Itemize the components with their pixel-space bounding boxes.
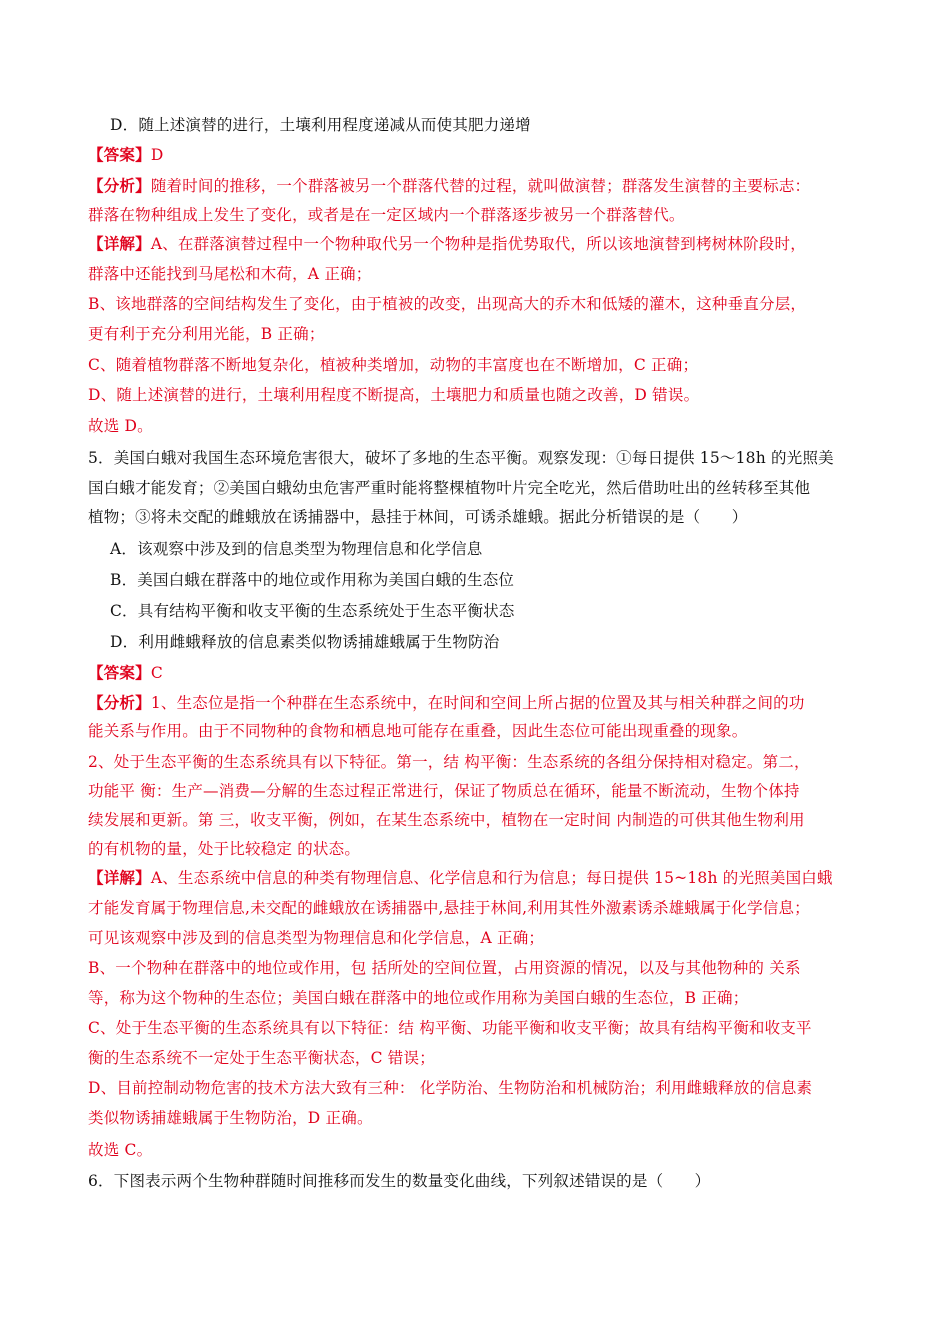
q5-answer (88, 663, 163, 683)
q5-analysis-line-5: 续发展和更新。第 三，收支平衡，例如，在某生态系统中，植物在一定时间 内制造的可供其他生物利用 (88, 811, 805, 829)
q4-option-d: D．随上述演替的进行，土壤利用程度递减从而使其肥力递增 (110, 116, 531, 134)
q5-option-c: C．具有结构平衡和收支平衡的生态系统处于生态平衡状态 (110, 602, 515, 620)
q4-detail-tag: 【详解】 (88, 234, 151, 253)
q5-analysis-line-4: 功能平 衡：生产—消费—分解的生态过程正常进行，保证了物质总在循环，能量不断流动，生物个体持 (88, 782, 800, 800)
q4-detail-line-5: C、随着植物群落不断地复杂化，植被种类增加，动物的丰富度也在不断增加，C 正确； (88, 356, 699, 374)
q5-detail-line-7: 衡的生态系统不一定处于生态平衡状态，C 错误； (88, 1049, 435, 1067)
q5-detail-line-8: D、目前控制动物危害的技术方法大致有三种： 化学防治、生物防治和机械防治；利用雌蛾释放的信息素 (88, 1079, 813, 1097)
q5-detail-line-4: B、一个物种在群落中的地位或作用，包 括所处的空间位置，占用资源的情况，以及与其他物种的 关系 (88, 959, 801, 977)
q5-detail-line-1 (88, 868, 833, 888)
q5-answer-value: C (150, 664, 163, 682)
q5-option-d: D．利用雌蛾释放的信息素类似物诱捕雄蛾属于生物防治 (110, 633, 500, 651)
q5-stem-line-3: 植物；③将未交配的雌蛾放在诱捕器中，悬挂于林间，可诱杀雄蛾。据此分析错误的是（ ） (88, 508, 748, 526)
q4-analysis-tag: 【分析】 (88, 176, 151, 195)
q4-detail-line-3: B、该地群落的空间结构发生了变化，由于植被的改变，出现高大的乔木和低矮的灌木，这种垂直分层， (88, 295, 807, 313)
q5-conclusion: 故选 C。 (88, 1141, 153, 1159)
q4-detail-line-1 (88, 234, 806, 254)
q5-analysis-line-6: 的有机物的量，处于比较稳定 的状态。 (88, 840, 361, 858)
q5-analysis-text-1: 1、生态位是指一个种群在生态系统中，在时间和空间上所占据的位置及其与相关种群之间的功 (150, 694, 805, 712)
q4-answer (88, 145, 163, 165)
q5-detail-line-3: 可见该观察中涉及到的信息类型为物理信息和化学信息，A 正确； (88, 929, 545, 947)
q4-answer-tag: 【答案】 (88, 145, 151, 164)
q4-analysis-line-2: 群落在物种组成上发生了变化，或者是在一定区域内一个群落逐步被另一个群落替代。 (88, 206, 685, 224)
q4-analysis-line-1 (88, 176, 810, 196)
q6-stem: 6．下图表示两个生物种群随时间推移而发生的数量变化曲线，下列叙述错误的是（ ） (88, 1172, 711, 1190)
q5-option-a: A．该观察中涉及到的信息类型为物理信息和化学信息 (110, 540, 483, 558)
q4-detail-line-2: 群落中还能找到马尾松和木荷，A 正确； (88, 265, 372, 283)
q4-analysis-text-1: 随着时间的推移，一个群落被另一个群落代替的过程，就叫做演替；群落发生演替的主要标志： (150, 177, 811, 195)
q5-detail-tag: 【详解】 (88, 868, 151, 887)
q4-conclusion: 故选 D。 (88, 417, 153, 435)
q5-analysis-line-2: 能关系与作用。由于不同物种的食物和栖息地可能存在重叠，因此生态位可能出现重叠的现象。 (88, 722, 748, 740)
q4-detail-line-6: D、随上述演替的进行，土壤利用程度不断提高，土壤肥力和质量也随之改善，D 错误。 (88, 386, 700, 404)
q4-answer-value: D (150, 146, 164, 164)
q5-detail-text-1: A、生态系统中信息的种类有物理信息、化学信息和行为信息；每日提供 15~18h 的光照美国白蛾 (150, 869, 833, 887)
q5-detail-line-2: 才能发育属于物理信息,未交配的雌蛾放在诱捕器中,悬挂于林间,利用其性外激素诱杀雄蛾属于化学信息； (88, 899, 810, 917)
q5-stem-line-2: 国白蛾才能发育；②美国白蛾幼虫危害严重时能将整棵植物叶片完全吃光，然后借助吐出的丝转移至其他 (88, 479, 811, 497)
q5-analysis-line-3: 2、处于生态平衡的生态系统具有以下特征。第一，结 构平衡：生态系统的各组分保持相对稳定。第二， (88, 753, 810, 771)
q5-detail-line-9: 类似物诱捕雄蛾属于生物防治，D 正确。 (88, 1109, 373, 1127)
q5-stem-line-1: 5．美国白蛾对我国生态环境危害很大，破坏了多地的生态平衡。观察发现：①每日提供 15～18h 的光照美 (88, 449, 834, 467)
q5-option-b: B．美国白蛾在群落中的地位或作用称为美国白蛾的生态位 (110, 571, 515, 589)
q4-detail-text-1: A、在群落演替过程中一个物种取代另一个物种是指优势取代，所以该地演替到栲树林阶段时， (150, 235, 806, 253)
q5-detail-line-5: 等，称为这个物种的生态位；美国白蛾在群落中的地位或作用称为美国白蛾的生态位，B 正确； (88, 989, 749, 1007)
q4-detail-line-4: 更有利于充分利用光能，B 正确； (88, 325, 325, 343)
q5-detail-line-6: C、处于生态平衡的生态系统具有以下特征：结 构平衡、功能平衡和收支平衡；故具有结构平衡和收支平 (88, 1019, 812, 1037)
q5-analysis-line-1 (88, 693, 805, 713)
q5-answer-tag: 【答案】 (88, 663, 151, 682)
q5-analysis-tag: 【分析】 (88, 693, 151, 712)
